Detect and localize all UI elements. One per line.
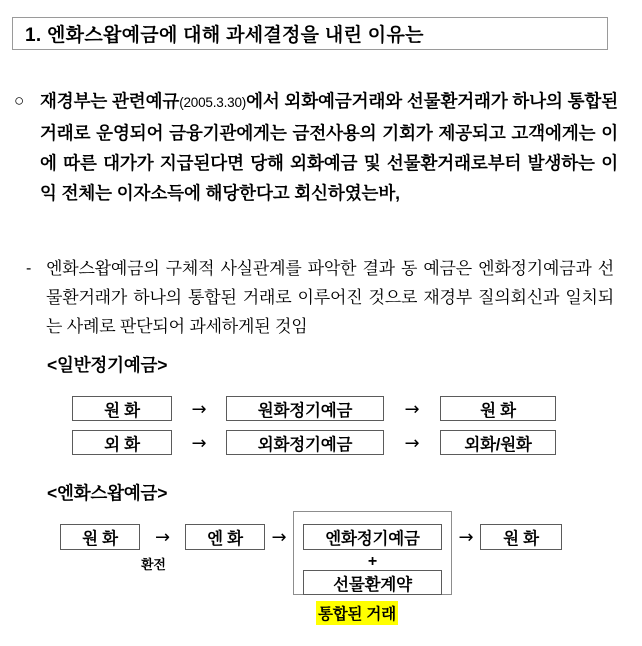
- arrow-icon: →: [154, 527, 171, 548]
- paragraph-dash-bullet: [26, 254, 614, 341]
- paragraph-dash-text: 엔화스왑예금의 구체적 사실관계를 파악한 결과 동 예금은 엔화정기예금과 선물환거래가 하나의 통합된 거래로 이루어진 것으로 재경부 질의회신과 일치되는 사례로 판단되어 과세하게된 것임: [46, 259, 614, 336]
- flow-box-won-result: 원 화: [440, 396, 556, 421]
- regulation-date: (2005.3.30): [179, 95, 247, 110]
- heading-ordinary-deposit: <일반정기예금>: [47, 355, 168, 375]
- flow-box-foreign-product: 외화정기예금: [226, 430, 384, 455]
- caption-currency-exchange: 환전: [141, 557, 166, 572]
- arrow-icon: →: [458, 527, 474, 548]
- flow-box-won-source: 원 화: [72, 396, 172, 421]
- flow-box-swap-start-won: 원 화: [60, 524, 140, 550]
- paragraph-circle-text: [40, 86, 618, 208]
- arrow-icon: →: [191, 433, 207, 454]
- flow-box-yen-time-deposit: 엔화정기예금: [303, 524, 442, 550]
- label-integrated-transaction: 통합된 거래: [316, 601, 398, 625]
- flow-box-won-product: 원화정기예금: [226, 396, 384, 421]
- page-title: 1. 엔화스왑예금에 대해 과세결정을 내린 이유는: [25, 25, 424, 46]
- flow-box-foreign-result: 외화/원화: [440, 430, 556, 455]
- arrow-icon: →: [271, 527, 287, 548]
- arrow-icon: →: [404, 433, 420, 454]
- circle-bullet-icon: ○: [14, 91, 25, 110]
- flow-box-swap-end-won: 원 화: [480, 524, 562, 550]
- arrow-icon: →: [191, 399, 207, 420]
- flow-box-forward-contract: 선물환계약: [303, 570, 442, 595]
- arrow-icon: →: [404, 399, 420, 420]
- section-title-box: [12, 17, 608, 50]
- plus-sign-icon: +: [367, 553, 378, 570]
- flow-box-swap-yen: 엔 화: [185, 524, 265, 550]
- dash-bullet-icon: -: [26, 260, 32, 277]
- flow-box-foreign-source: 외 화: [72, 430, 172, 455]
- paragraph-rest: 에서 외화예금거래와 선물환거래가 하나의 통합된 거래로 운영되어 금융기관에게는 금전사용의 기회가 제공되고 고객에게는 이에 따른 대가가 지급된다면 당해 외화예금 및 선물환거래로부터 발생하는 이익 전체는 이자소득에 해당한다고 회신하였는바,: [40, 91, 619, 203]
- paragraph-lead: 재경부는 관련예규: [40, 91, 180, 111]
- heading-yen-swap-deposit: <엔화스왑예금>: [47, 483, 168, 503]
- paragraph-circle-bullet: [14, 86, 618, 208]
